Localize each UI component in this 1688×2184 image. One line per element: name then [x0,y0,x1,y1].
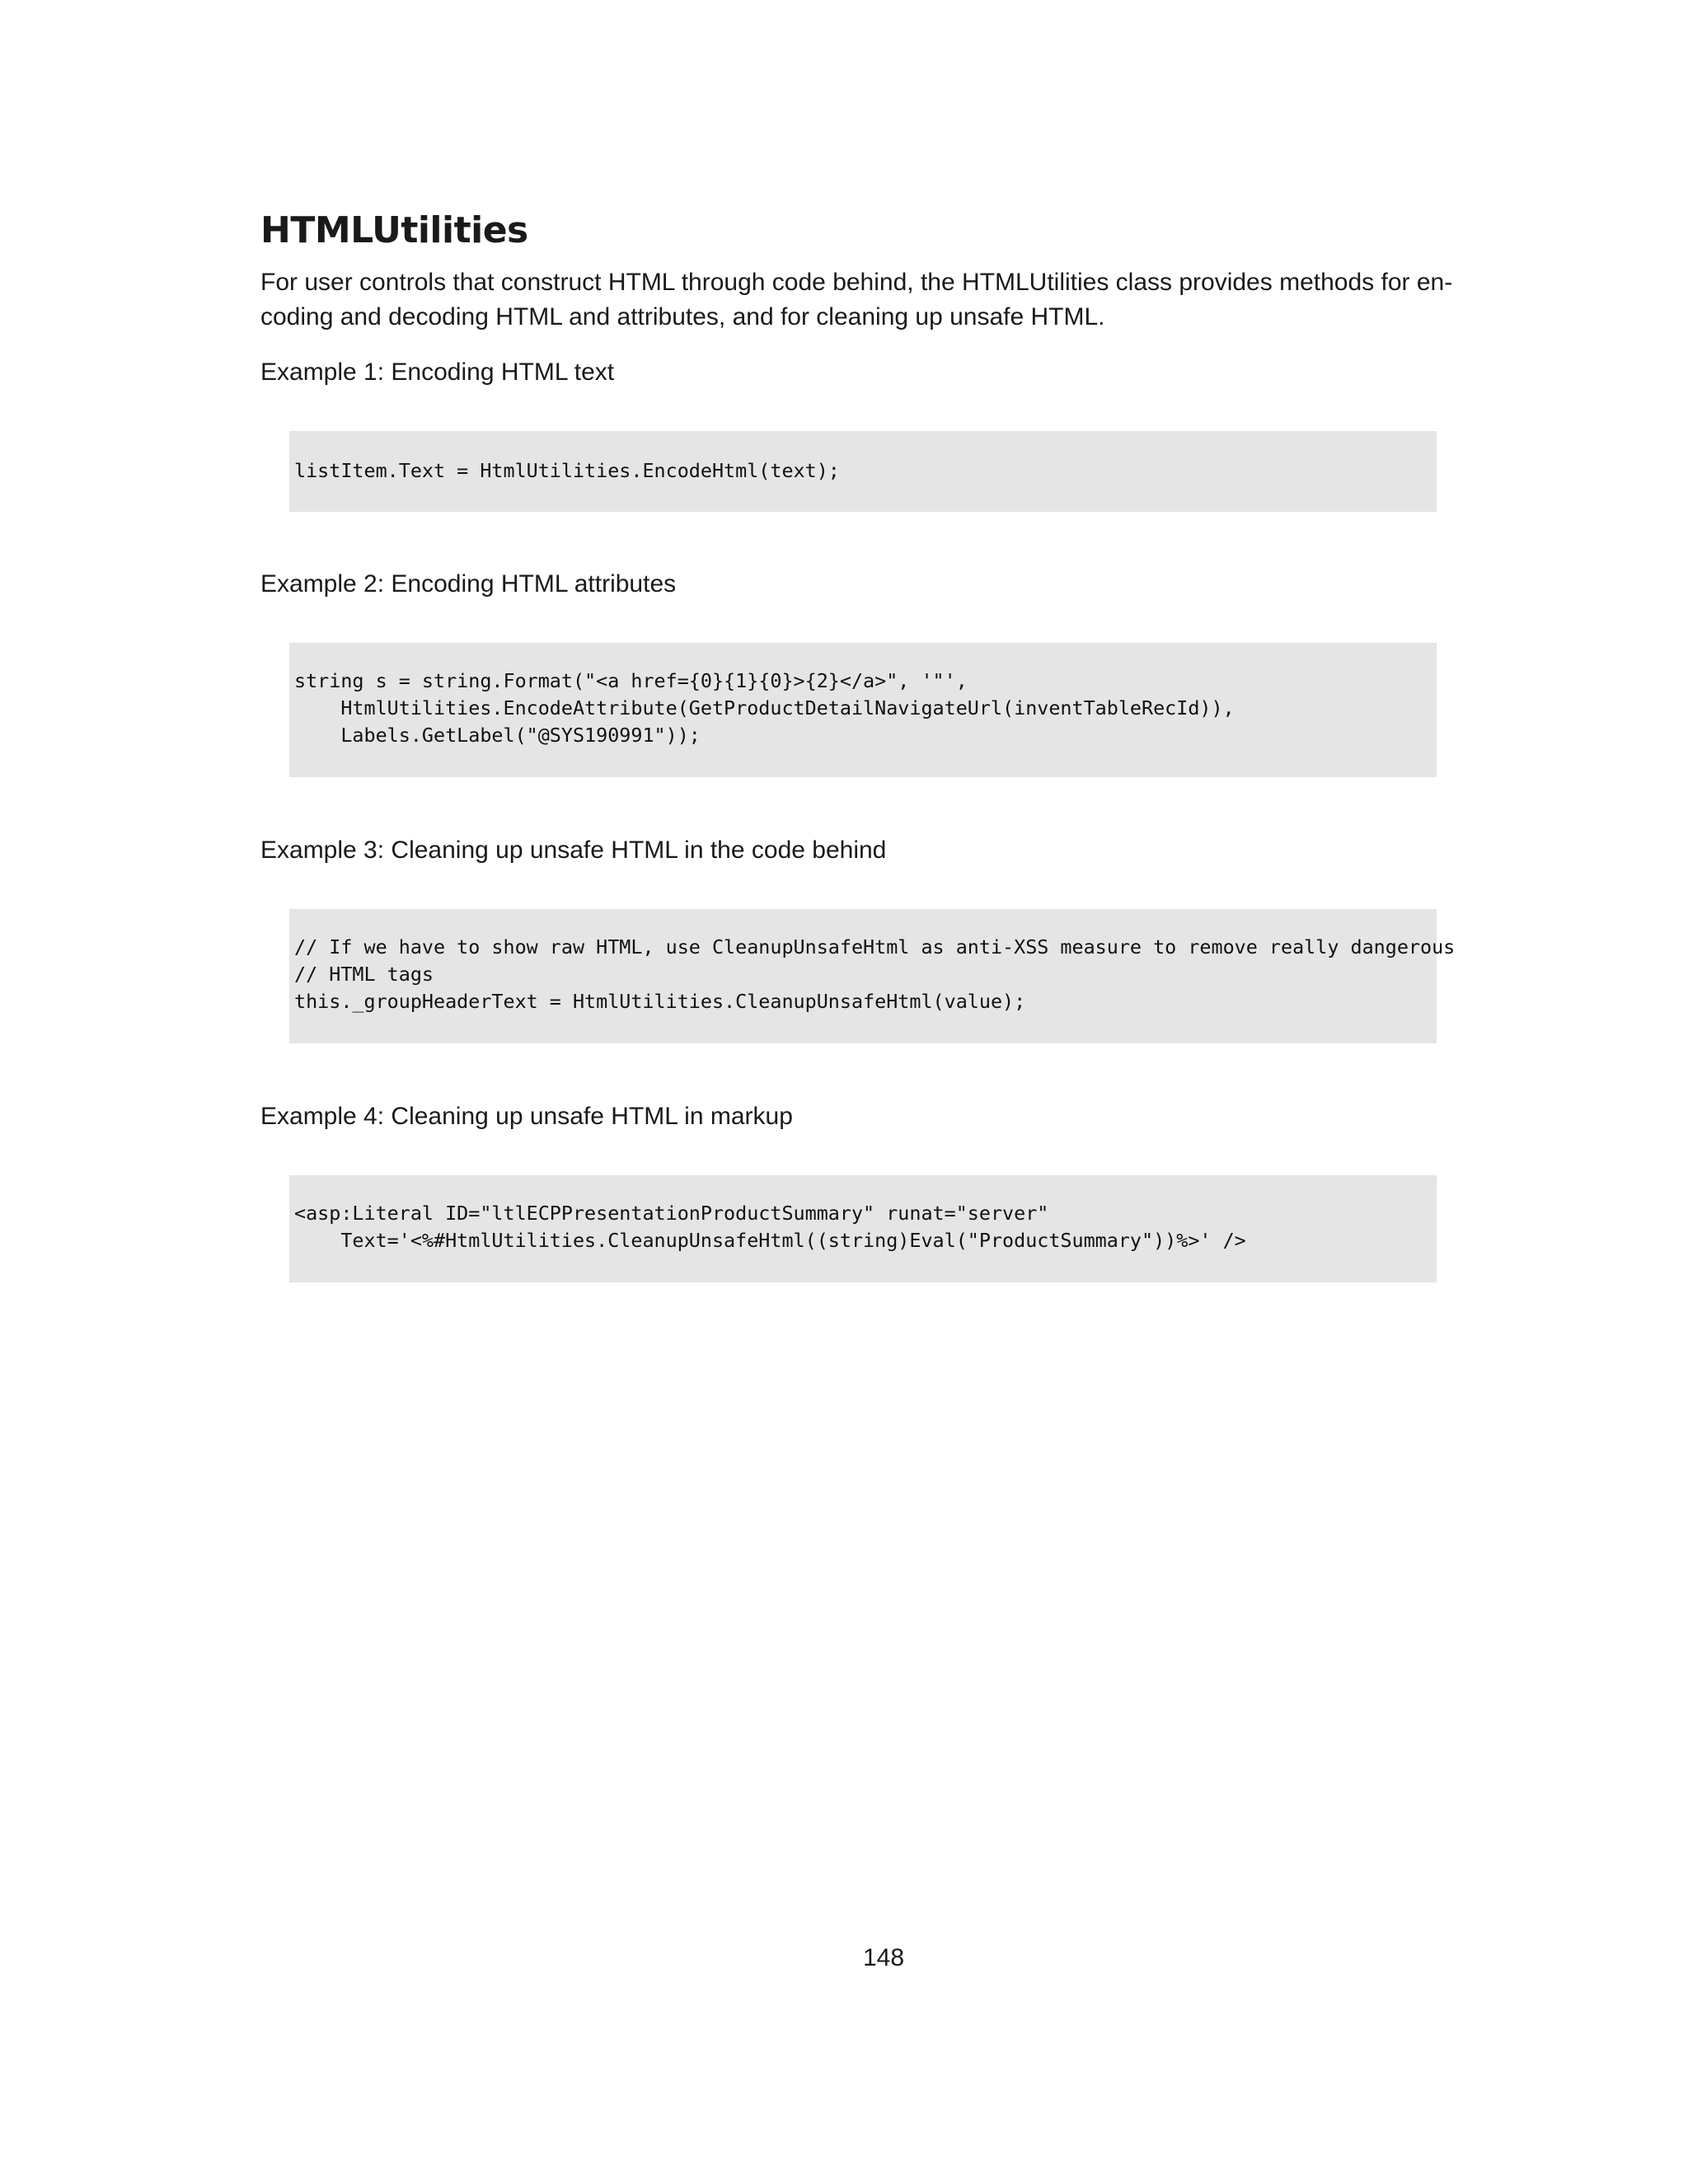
section-heading: HTMLUtilities [260,209,528,251]
code-line: this._groupHeaderText = HtmlUtilities.CleanupUnsafeHtml(value); [294,990,1026,1013]
example-1-label: Example 1: Encoding HTML text [260,359,615,386]
page-number: 148 [862,1944,905,1971]
code-line: HtmlUtilities.EncodeAttribute(GetProductDetailNavigateUrl(inventTableRecId)), [294,696,1235,719]
code-line: Text='<%#HtmlUtilities.CleanupUnsafeHtml((string)Eval("ProductSummary"))%>' /> [294,1229,1246,1252]
code-line: // If we have to show raw HTML, use CleanupUnsafeHtml as anti-XSS measure to remove really dangerous [294,935,1456,958]
code-line: Labels.GetLabel("@SYS190991")); [294,724,701,747]
example-3-code-block [289,909,1456,1043]
example-1-code-block [289,431,1437,512]
code-line: listItem.Text = HtmlUtilities.EncodeHtml(text); [294,459,840,482]
example-4-label: Example 4: Cleaning up unsafe HTML in markup [260,1103,793,1130]
example-2-label: Example 2: Encoding HTML attributes [260,570,677,598]
intro-paragraph [260,265,1453,335]
example-2-code-block [289,643,1437,777]
intro-line: coding and decoding HTML and attributes, and for cleaning up unsafe HTML. [260,303,1105,330]
example-3-label: Example 3: Cleaning up unsafe HTML in the code behind [260,837,887,864]
example-4-code-block [289,1175,1437,1282]
code-line: string s = string.Format("<a href={0}{1}{0}>{2}</a>", '"', [294,669,968,692]
intro-line: For user controls that construct HTML through code behind, the HTMLUtilities class provides methods for en- [260,269,1453,296]
code-line: <asp:Literal ID="ltlECPPresentationProductSummary" runat="server" [294,1202,1049,1225]
code-line: // HTML tags [294,963,434,986]
